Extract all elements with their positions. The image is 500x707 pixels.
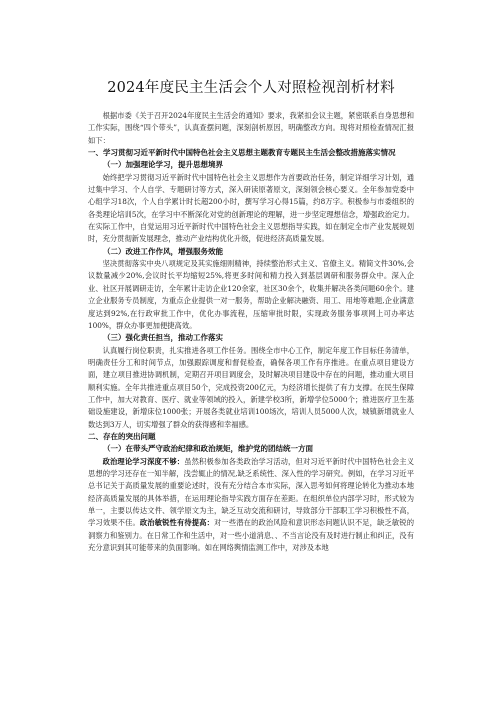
subsection-heading: （三）强化责任担当，推动工作落实 bbox=[103, 333, 223, 343]
paragraph-lead: 政治理论学习深度不够： bbox=[102, 456, 185, 466]
body-paragraph: 认真履行岗位职责，扎实推进各项工作任务。围绕全市中心工作，制定年度工作目标任务清单，明确责任分工和时间节点，加强跟踪调度和督促检查，确保各项工作有序推进。在重点项目建设方面，建立项目推进协调机制，定期召开项目调度会，及时解决项目建设中存在的问题，推动重大项目顺利实施。全年共推进重点项目50个，完成投资200亿元，为经济增长提供了有力支撑。在民生保障工作中，加大对教育、医疗、就业等领域的投入，新建学校3所，新增学位5000个；推进医疗卫生基础设施建设，新增床位1000张；开展各类就业培训100场次，培训人员5000人次，城镇新增就业人数达到3万人，切实增强了群众的获得感和幸福感。 bbox=[88, 345, 414, 429]
subsection-heading: （二）改进工作作风，增强服务效能 bbox=[103, 246, 223, 256]
document-title: 2024年度民主生活会个人对照检视剖析材料 bbox=[107, 80, 395, 96]
subsection-heading: （一）在带头严守政治纪律和政治规矩，维护党的团结统一方面 bbox=[103, 444, 313, 454]
section-heading: 一、学习贯彻习近平新时代中国特色社会主义思想主题教育专题民主生活会整改措施落实情况 bbox=[88, 148, 396, 158]
intro-paragraph: 根据市委《关于召开2024年度民主生活会的通知》要求，我紧扣会议主题，紧密联系自身思想和工作实际，围绕“四个带头”，认真查摆问题，深刻剖析原因，明确整改方向。现将对照检查情况汇报如下： bbox=[88, 111, 414, 145]
body-paragraph bbox=[88, 456, 414, 555]
paragraph-lead: 政治敏锐性有待提高： bbox=[139, 518, 215, 528]
body-paragraph: 始终把学习贯彻习近平新时代中国特色社会主义思想作为首要政治任务，制定详细学习计划，通过集中学习、个人自学、专题研讨等方式，深入研读原著原文，深刻领会核心要义。全年参加党委中心组学习18次，个人自学累计时长超200小时，撰写学习心得15篇，约8万字。积极参与市委组织的各类理论培训5次，在学习中不断深化对党的创新理论的理解，进一步坚定理想信念，增强政治定力。在实际工作中，自觉运用习近平新时代中国特色社会主义思想指导实践，如在制定全市产业发展规划时，充分贯彻新发展理念，推动产业结构优化升级，促进经济高质量发展。 bbox=[88, 172, 414, 244]
body-paragraph: 坚决贯彻落实中央八项规定及其实施细则精神，持续整治形式主义、官僚主义。精简文件30%,会议数量减少20%,会议时长平均缩短25%,将更多时间和精力投入到基层调研和服务群众中。深入企业、社区开展调研走访，全年累计走访企业120余家，社区30余个，收集并解决各类问题60余个。建立企业服务专员制度，为重点企业提供一对一服务，帮助企业解决融资、用工、用地等难题,企业满意度达到92%,在行政审批工作中，优化办事流程，压缩审批时限，实现政务服务事项网上可办率达100%，群众办事更加便捷高效。 bbox=[88, 259, 414, 330]
paragraph-text: 对一些潜在的政治风险和意识形态问题认识不足，缺乏敏锐的洞察力和鉴别力。在日常工作和生活中，对一些小道消息、、不当言论没有及时进行制止和纠正，没有充分意识到其可能带来的负面影响。如在网络舆情监测工作中，对涉及本地 bbox=[88, 518, 415, 553]
subsection-heading: （一）加强理论学习，提升思想境界 bbox=[103, 160, 223, 170]
document-body bbox=[88, 78, 414, 554]
section-heading: 二、存在的突出问题 bbox=[88, 431, 156, 441]
paragraph-text: 虽然积极参加各类政治学习活动，但对习近平新时代中国特色社会主义思想的学习还存在一知半解，浅尝辄止的情况,缺乏系统性、深入性的学习研究。例如，在学习习近平总书记关于高质量发展的重要论述时，没有充分结合本市实际，深入思考如何将理论转化为推动本地经济高质量发展的具体举措，在运用理论指导实践方面存在差距。在组织单位内部学习时，形式较为单一，主要以传达文件、领学原文为主，缺乏互动交流和研讨，导致部分干部职工学习积极性不高，学习效果不佳。 bbox=[88, 456, 415, 528]
